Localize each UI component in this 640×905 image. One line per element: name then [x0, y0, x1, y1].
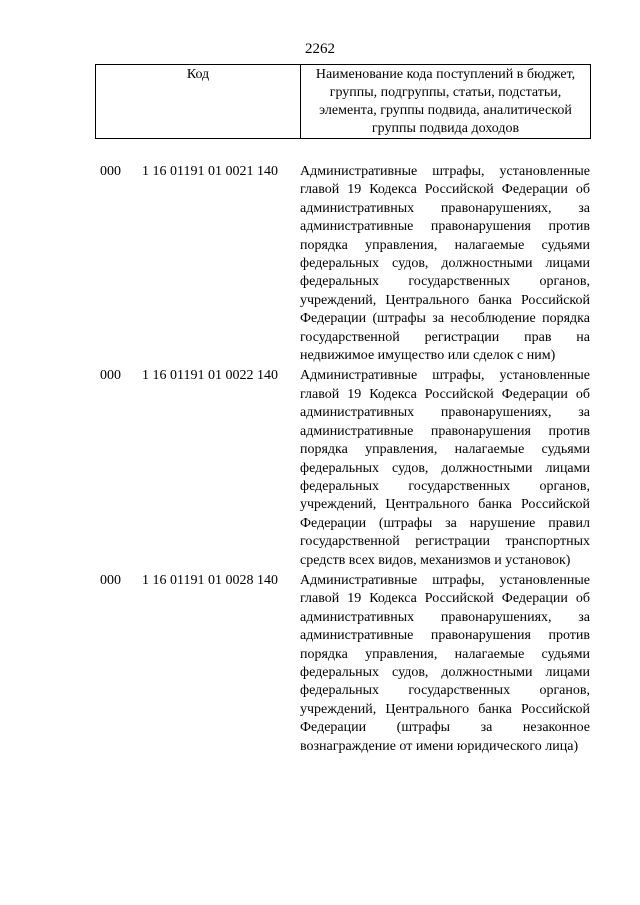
page-number: 2262: [305, 41, 335, 57]
income-code-description: Административные штрафы, установленные главой 19 Кодекса Российской Федерации об административных правонарушениях, за административные правонарушения против порядка управления, налагаемые судьями федеральных судов, должностными лицами федеральных государственных органов, учреждений, Центрального банка Российской Федерации (штрафы за незаконное вознаграждение от имени юридического лица): [300, 572, 590, 754]
table-header: [95, 64, 591, 139]
admin-code: 000: [100, 368, 121, 384]
income-code-list: [0, 163, 640, 758]
admin-code: 000: [100, 164, 121, 179]
column-header-code: Код: [96, 65, 301, 139]
table-header-row: [96, 65, 591, 139]
table-row: [0, 367, 640, 569]
table-row: [0, 572, 640, 756]
column-header-name: Наименование кода поступлений в бюджет, группы, подгруппы, статьи, подстатьи, элемента, группы подвида, аналитической группы подвида доходов: [301, 65, 591, 139]
income-code-description: Административные штрафы, установленные главой 19 Кодекса Российской Федерации об административных правонарушениях, за административные правонарушения против порядка управления, налагаемые судьями федеральных судов, должностными лицами федеральных государственных органов, учреждений, Центрального банка Российской Федерации (штрафы за несоблюдение порядка государственной регистрации прав на недвижимое имущество или сделок с ним): [300, 164, 590, 364]
income-code: 1 16 01191 01 0028 140: [142, 572, 278, 588]
income-code-description: Административные штрафы, установленные главой 19 Кодекса Российской Федерации об административных правонарушениях, за административные правонарушения против порядка управления, налагаемые судьями федеральных судов, должностными лицами федеральных государственных органов, учреждений, Центрального банка Российской Федерации (штрафы за нарушение правил государственной регистрации транспортных средств всех видов, механизмов и установок): [300, 368, 590, 568]
income-code: 1 16 01191 01 0022 140: [142, 368, 278, 384]
income-code: 1 16 01191 01 0021 140: [142, 164, 278, 179]
table-row: [0, 163, 640, 365]
admin-code: 000: [100, 572, 121, 588]
